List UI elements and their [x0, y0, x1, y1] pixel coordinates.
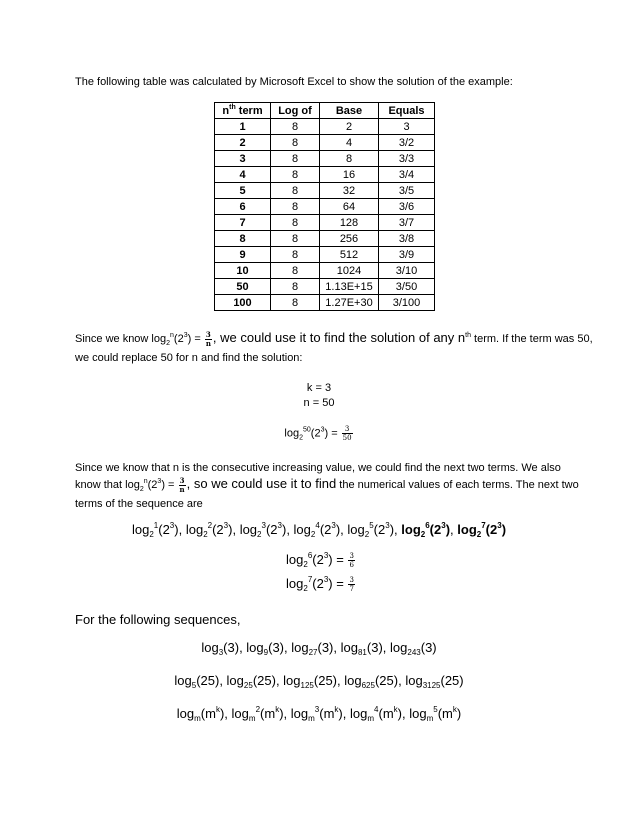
table-cell-term: 9: [215, 247, 271, 263]
table-cell-term: 50: [215, 279, 271, 295]
header-base: Base: [320, 103, 379, 119]
table-cell-log: 8: [271, 295, 320, 311]
comma: ,: [402, 706, 410, 721]
sequence-term: $\log_2^3(2^3)$: [239, 521, 287, 539]
sequence-log-term: $\log_{243}(3)$: [390, 640, 437, 657]
sequence-base-m: [0, 706, 638, 721]
table-cell-base: 32: [320, 183, 379, 199]
sequence-separator: ,: [450, 522, 458, 537]
table-row: [215, 167, 435, 183]
sequence-log-term: $\log_{81}(3)$: [340, 640, 383, 657]
table-cell-log: 8: [271, 199, 320, 215]
table-cell-base: 64: [320, 199, 379, 215]
excel-table: [214, 102, 435, 311]
fraction-3-over-n-2: $\frac{3}{n}$: [179, 475, 185, 494]
sequence-log-term: $\log_m^5(m^k)$: [409, 705, 462, 723]
sequence-log-term: $\log_{27}(3)$: [291, 640, 334, 657]
table-cell-term: 1: [215, 119, 271, 135]
equation-log-50: $\log_2^{50}(2^3)$ = $\frac{3}{50}$: [284, 425, 352, 442]
table-row: [215, 183, 435, 199]
fraction-3-over-50: $\frac{3}{50}$: [342, 425, 352, 442]
log-text: log: [405, 673, 423, 688]
log-text: log: [201, 640, 219, 655]
table-row: [215, 231, 435, 247]
table-row: [215, 263, 435, 279]
sequence-log-term: $\log_{3125}(25)$: [405, 673, 464, 690]
paragraph-one: Since we know $\log_2^n(2^3)$ = $\frac{3}{n}$ , we could use it to find the solution of any $n^{th}$ term. If the term was 50,: [75, 329, 593, 348]
paragraph-two-line1: Since we know that n is the consecutive increasing value, we could find the next two terms. We also: [75, 462, 561, 474]
table-row: [215, 199, 435, 215]
table-row: [215, 135, 435, 151]
table-row: [215, 215, 435, 231]
table-cell-base: 128: [320, 215, 379, 231]
log-text: log: [340, 640, 358, 655]
sequence-log-term: $\log_{125}(25)$: [283, 673, 338, 690]
table-cell-term: 5: [215, 183, 271, 199]
table-cell-term: 100: [215, 295, 271, 311]
table-cell-base: 4: [320, 135, 379, 151]
table-cell-term: 8: [215, 231, 271, 247]
table-row: [215, 247, 435, 263]
table-cell-base: 16: [320, 167, 379, 183]
log-text: log: [390, 640, 408, 655]
log-text: log: [344, 673, 362, 688]
sequence-separator: ,: [178, 522, 186, 537]
fraction-next-term: $\frac{3}{6}$: [349, 552, 354, 570]
comma: ,: [398, 673, 406, 688]
table-cell-equals: 3/10: [379, 263, 435, 279]
paragraph-two-line3: terms of the sequence are: [75, 498, 203, 510]
table-cell-base: 1.27E+30: [320, 295, 379, 311]
next-term-6: $\log_2^6(2^3)$ = $\frac{3}{6}$: [286, 551, 354, 570]
header-equals: Equals: [379, 103, 435, 119]
sequence-log-term: $\log_m^3(m^k)$: [290, 705, 343, 723]
comma: ,: [275, 673, 284, 688]
sequence-log-term: $\log_m^4(m^k)$: [350, 705, 402, 723]
table-cell-equals: 3/3: [379, 151, 435, 167]
sequence-base-5: [0, 673, 638, 688]
sequence-log-term: $\log_m(m^k)$: [176, 705, 225, 723]
comma: ,: [382, 640, 391, 655]
table-row: [215, 151, 435, 167]
comma: ,: [337, 673, 345, 688]
log-text: log: [291, 640, 309, 655]
table-cell-base: 512: [320, 247, 379, 263]
table-cell-base: 1024: [320, 263, 379, 279]
table-cell-base: 8: [320, 151, 379, 167]
next-term-7: $\log_2^7(2^3)$ = $\frac{3}{7}$: [286, 575, 354, 594]
table-cell-log: 8: [271, 183, 320, 199]
sequence-separator: ,: [394, 522, 402, 537]
table-cell-log: 8: [271, 279, 320, 295]
sequence-log-term: $\log_5(25)$: [174, 673, 220, 690]
table-cell-term: 10: [215, 263, 271, 279]
table-cell-equals: 3/6: [379, 199, 435, 215]
comma: ,: [333, 640, 341, 655]
log-text: log: [226, 673, 244, 688]
sequence-separator: ,: [340, 522, 348, 537]
log-text: log: [174, 673, 192, 688]
header-log-of: Log of: [271, 103, 320, 119]
table-cell-term: 6: [215, 199, 271, 215]
table-cell-log: 8: [271, 151, 320, 167]
equation-k: k = 3: [306, 382, 332, 394]
sequence-term: $\log_2^1(2^3)$: [131, 521, 179, 539]
paragraph-two-line2: know that $\log_2^n(2^3)$ = $\frac{3}{n}$ , so we could use it to find the numerical values of each terms. The next two: [75, 475, 579, 494]
table-cell-base: 1.13E+15: [320, 279, 379, 295]
table-cell-log: 8: [271, 167, 320, 183]
table-cell-term: 3: [215, 151, 271, 167]
sequence-separator: ,: [232, 522, 240, 537]
table-cell-log: 8: [271, 263, 320, 279]
table-cell-equals: 3/4: [379, 167, 435, 183]
table-cell-equals: 3/9: [379, 247, 435, 263]
sequence-log-term: $\log_{625}(25)$: [344, 673, 399, 690]
log-text: log: [246, 640, 264, 655]
table-cell-equals: 3: [379, 119, 435, 135]
sequence-base-3: [0, 640, 638, 655]
sequence-term: $\log_2^6(2^3)$: [401, 521, 451, 539]
table-cell-term: 7: [215, 215, 271, 231]
paragraph-one-line2: we could replace 50 for n and find the solution:: [75, 352, 303, 364]
sequence-term: $\log_2^7(2^3)$: [457, 521, 507, 539]
table-cell-term: 2: [215, 135, 271, 151]
fraction-next-term: $\frac{3}{7}$: [349, 576, 354, 594]
table-cell-equals: 3/100: [379, 295, 435, 311]
table-cell-log: 8: [271, 247, 320, 263]
sequence-term: $\log_2^4(2^3)$: [293, 521, 341, 539]
fraction-3-over-n: $\frac{3}{n}$: [205, 329, 211, 348]
table-header-row: [215, 103, 435, 119]
comma: ,: [219, 673, 227, 688]
table-cell-equals: 3/50: [379, 279, 435, 295]
sequence-separator: ,: [286, 522, 294, 537]
sequence-line: [0, 522, 638, 537]
comma: ,: [342, 706, 350, 721]
table-cell-log: 8: [271, 119, 320, 135]
sequence-term: $\log_2^5(2^3)$: [347, 521, 395, 539]
table-cell-equals: 3/5: [379, 183, 435, 199]
table-cell-base: 2: [320, 119, 379, 135]
table-row: [215, 295, 435, 311]
sequence-log-term: $\log_m^2(m^k)$: [231, 705, 284, 723]
table-cell-term: 4: [215, 167, 271, 183]
table-cell-log: 8: [271, 231, 320, 247]
table-row: [215, 119, 435, 135]
comma: ,: [283, 706, 291, 721]
sequence-log-term: $\log_3(3)$: [201, 640, 240, 657]
table-cell-base: 256: [320, 231, 379, 247]
following-text: For the following sequences,: [75, 612, 241, 627]
equation-n: n = 50: [303, 397, 335, 409]
log-text: log: [283, 673, 301, 688]
header-nth-term: $n^{th}$ term: [215, 103, 271, 119]
comma: ,: [239, 640, 247, 655]
sequence-log-term: $\log_9(3)$: [246, 640, 284, 657]
comma: ,: [284, 640, 292, 655]
table-cell-equals: 3/7: [379, 215, 435, 231]
table-row: [215, 279, 435, 295]
intro-text: The following table was calculated by Microsoft Excel to show the solution of the example:: [75, 76, 513, 88]
table-cell-equals: 3/2: [379, 135, 435, 151]
table-cell-log: 8: [271, 215, 320, 231]
sequence-term: $\log_2^2(2^3)$: [185, 521, 233, 539]
comma: ,: [224, 706, 232, 721]
sequence-log-term: $\log_{25}(25)$: [226, 673, 276, 690]
table-cell-equals: 3/8: [379, 231, 435, 247]
table-cell-log: 8: [271, 135, 320, 151]
